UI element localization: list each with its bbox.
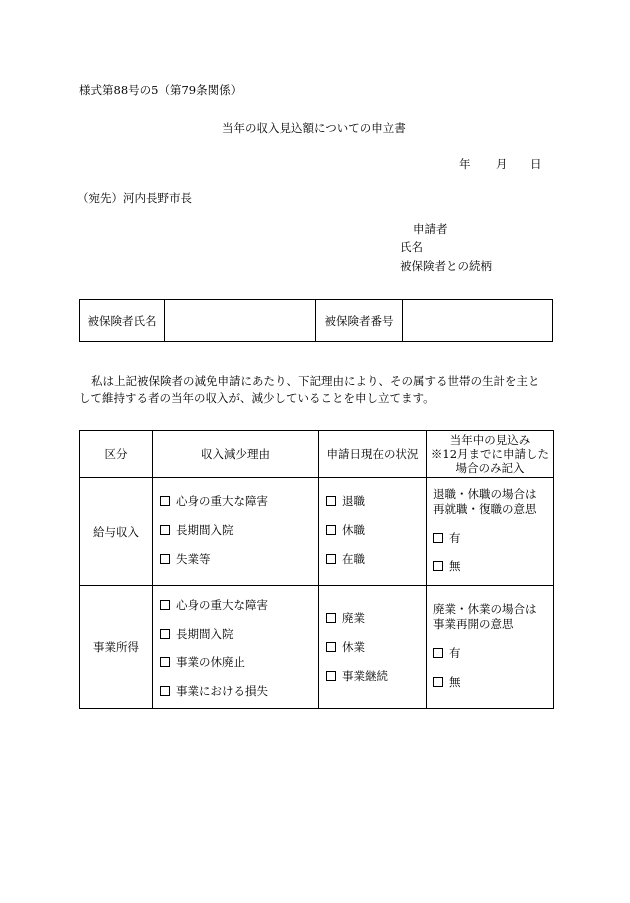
- date-year: 年: [459, 157, 471, 171]
- business-status-option[interactable]: 事業継続: [326, 669, 388, 683]
- business-reason-option[interactable]: 心身の重大な障害: [160, 598, 268, 612]
- business-category: 事業所得: [80, 586, 153, 709]
- salary-outlook-cell: [427, 478, 554, 586]
- checkbox-icon[interactable]: [160, 525, 170, 535]
- insured-name-field[interactable]: [165, 300, 316, 342]
- checkbox-icon[interactable]: [160, 686, 170, 696]
- business-outlook-option-yes[interactable]: 有: [433, 646, 461, 660]
- checkbox-icon[interactable]: [326, 671, 336, 681]
- header-reason: 収入減少理由: [153, 431, 319, 478]
- header-outlook: [427, 431, 554, 478]
- form-number: 様式第88号の5（第79条関係）: [79, 83, 243, 97]
- salary-status-option[interactable]: 在職: [326, 552, 365, 566]
- checkbox-icon[interactable]: [326, 613, 336, 623]
- insured-number-label: 被保険者番号: [316, 300, 403, 342]
- salary-reason-option[interactable]: 心身の重大な障害: [160, 494, 268, 508]
- insured-info-table: [79, 299, 553, 342]
- checkbox-icon[interactable]: [433, 648, 443, 658]
- business-reason-option[interactable]: 事業における損失: [160, 684, 268, 698]
- business-status-option[interactable]: 廃業: [326, 611, 365, 625]
- business-outlook-cell: [427, 586, 554, 709]
- checkbox-icon[interactable]: [433, 561, 443, 571]
- salary-reasons-cell: [153, 478, 319, 586]
- salary-status-option[interactable]: 退職: [326, 494, 365, 508]
- checkbox-icon[interactable]: [433, 677, 443, 687]
- date-day: 日: [530, 157, 542, 171]
- salary-outlook-option-no[interactable]: 無: [433, 559, 461, 573]
- business-status-cell: [319, 586, 427, 709]
- header-status: 申請日現在の状況: [319, 431, 427, 478]
- statement-line-1: 私は上記被保険者の減免申請にあたり、下記理由により、その属する世帯の生計を主と: [91, 374, 540, 388]
- salary-outlook-note-1: 退職・休職の場合は: [433, 487, 537, 501]
- checkbox-icon[interactable]: [160, 496, 170, 506]
- checkbox-icon[interactable]: [433, 533, 443, 543]
- salary-outlook-option-yes[interactable]: 有: [433, 531, 461, 545]
- checkbox-icon[interactable]: [160, 629, 170, 639]
- income-reduction-table: [79, 430, 554, 709]
- salary-outlook-note-2: 再就職・復職の意思: [433, 502, 537, 516]
- document-title: 当年の収入見込額についての申立書: [222, 121, 406, 135]
- salary-reason-option[interactable]: 失業等: [160, 552, 211, 566]
- header-category: 区分: [80, 431, 153, 478]
- checkbox-icon[interactable]: [160, 600, 170, 610]
- date-month: 月: [496, 157, 508, 171]
- insured-name-label: 被保険者氏名: [80, 300, 165, 342]
- statement-line-2: して維持する者の当年の収入が、減少していることを申し立てます。: [79, 391, 435, 405]
- salary-reason-option[interactable]: 長期間入院: [160, 523, 234, 537]
- business-reason-option[interactable]: 事業の休廃止: [160, 655, 245, 669]
- checkbox-icon[interactable]: [326, 496, 336, 506]
- checkbox-icon[interactable]: [326, 525, 336, 535]
- checkbox-icon[interactable]: [160, 657, 170, 667]
- salary-status-cell: [319, 478, 427, 586]
- addressee: （宛先）河内長野市長: [77, 191, 192, 205]
- business-status-option[interactable]: 休業: [326, 640, 365, 654]
- applicant-name-label: 氏名: [400, 240, 423, 254]
- business-outlook-note-1: 廃業・休業の場合は: [433, 602, 537, 616]
- business-reason-option[interactable]: 長期間入院: [160, 627, 234, 641]
- checkbox-icon[interactable]: [326, 554, 336, 564]
- header-outlook-line-3: 場合のみ記入: [455, 461, 525, 475]
- salary-category: 給与収入: [80, 478, 153, 586]
- business-outlook-note-2: 事業再開の意思: [433, 617, 514, 631]
- salary-status-option[interactable]: 休職: [326, 523, 365, 537]
- checkbox-icon[interactable]: [326, 642, 336, 652]
- checkbox-icon[interactable]: [160, 554, 170, 564]
- header-outlook-line-1: 当年中の見込み: [449, 433, 531, 447]
- business-outlook-option-no[interactable]: 無: [433, 675, 461, 689]
- applicant-heading: 申請者: [413, 222, 448, 236]
- business-reasons-cell: [153, 586, 319, 709]
- insured-number-field[interactable]: [403, 300, 553, 342]
- applicant-relation-label: 被保険者との続柄: [400, 259, 492, 273]
- header-outlook-line-2: ※12月までに申請した: [430, 447, 550, 461]
